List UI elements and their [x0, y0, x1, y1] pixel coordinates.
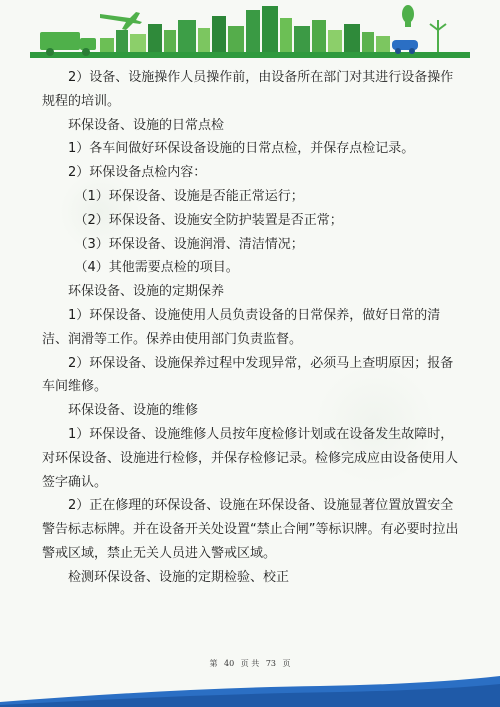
buildings-graphic	[100, 6, 390, 52]
city-banner-graphic	[0, 0, 500, 66]
airplane-icon	[100, 12, 142, 30]
bottom-wave-graphic	[0, 672, 500, 707]
footer-middle: 页 共	[240, 659, 260, 668]
banner-ground	[30, 52, 470, 58]
checklist-item: （2）环保设备、设施安全防护装置是否正常；	[74, 212, 343, 228]
footer-prefix: 第	[209, 659, 218, 668]
footer-total-pages: 73	[265, 659, 276, 668]
body-paragraph: 2）环保设备点检内容：	[68, 165, 207, 181]
section-heading: 环保设备、设施的定期保养	[68, 284, 225, 300]
footer-suffix: 页	[282, 659, 291, 668]
car-icon	[392, 40, 418, 54]
body-paragraph: 1）环保设备、设施使用人员负责设备的日常保养，做好日常的清洁、润滑等工作。保养由使用部门负责监督。	[42, 307, 441, 347]
rocket-icon	[402, 5, 414, 27]
page-footer	[0, 658, 500, 669]
document-body	[42, 66, 462, 590]
footer-page-number: 40	[223, 659, 235, 668]
body-paragraph: 2）正在修理的环保设备、设施在环保设备、设施显著位置放置安全警告标志标牌。并在设备开关处设置“禁止合闸”等标识牌。有必要时拉出警戒区域，禁止无关人员进入警戒区域。	[42, 498, 459, 561]
body-paragraph: 2）设备、设施操作人员操作前，由设备所在部门对其进行设备操作规程的培训。	[42, 70, 454, 109]
body-paragraph: 1）各车间做好环保设备设施的日常点检，并保存点检记录。	[68, 141, 415, 157]
checklist-item: （3）环保设备、设施润滑、清洁情况；	[74, 236, 304, 252]
section-heading: 环保设备、设施的日常点检	[68, 117, 225, 133]
checklist-item: （1）环保设备、设施是否能正常运行；	[74, 188, 304, 204]
body-paragraph: 1）环保设备、设施维修人员按年度检修计划或在设备发生故障时，对环保设备、设施进行检修，并保存检修记录。检修完成应由设备使用人签字确认。	[42, 426, 459, 490]
checklist-item: （4）其他需要点检的项目。	[74, 260, 239, 276]
section-heading: 环保设备、设施的维修	[68, 403, 199, 419]
body-paragraph: 2）环保设备、设施保养过程中发现异常，必须马上查明原因；报备车间维修。	[42, 355, 454, 395]
wind-turbine-icon	[430, 20, 446, 52]
section-heading: 检测环保设备、设施的定期检验、校正	[68, 569, 290, 585]
